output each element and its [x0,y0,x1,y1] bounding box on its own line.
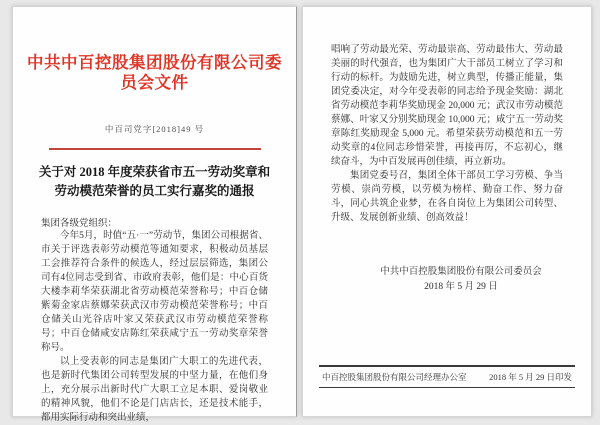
document-number: 中百司党字[2018]49 号 [104,123,205,134]
signature-block [361,265,561,295]
document-page-1 [12,6,297,424]
document-header: 中共中百控股集团股份有限公司委员会文件 [27,53,282,92]
header-divider [49,148,261,150]
signature-organization: 中共中百控股集团股份有限公司委员会 [380,267,542,277]
document-footer [319,365,575,388]
body-paragraph: 唱响了劳动最光荣、劳动最崇高、劳动最伟大、劳动最美丽的时代强音，也为集团广大干部员工树立了学习和行动的标杆。为鼓励先进，树立典型，传播正能量，集团党委决定，对今年受表彰的同志给予现金奖励：湖北省劳动模范李莉华奖励现金 20,000 元；武汉市劳动模范蔡娜、叶家又分别奖励现金 10,000 元；咸宁五一劳动奖章陈红奖励现金 5,000 元。希望荣获劳动模范和五一劳动奖章的4位同志珍惜荣誉，再接再厉，不忘初心，继续奋斗，为中百发展再创佳绩，再立新功。 [331,45,563,167]
page-2-body [303,7,591,295]
document-page-2 [302,6,592,417]
document-title-line1: 关于对 2018 年度荣获省市五一劳动奖章和 [38,164,271,179]
body-paragraph: 今年5月，时值“五·一”劳动节，集团公司根据省、市关于评选表彰劳动模范等通知要求，积极动员基层工会推荐符合条件的候选人，经过层层筛选，集团公司有4位同志受到省、市政府表彰，他们是：中心百货大楼李莉华荣获湖北省劳动模范荣誉称号；中百仓储紫菊金家店蔡娜荣获武汉市劳动模范荣誉称号；中百仓储关山光谷店叶家又荣获武汉市劳动模范荣誉称号；中百仓储咸安店陈红荣获咸宁五一劳动奖章荣誉称号。 [41,231,268,354]
footer-office: 中百控股集团股份有限公司经理办公室 [322,372,467,382]
signature-date: 2018 年 5 月 29 日 [424,282,498,292]
salutation: 集团各级党组织： [41,219,118,230]
document-title [35,163,274,202]
document-title-line2: 劳动模范荣誉的员工实行嘉奖的通报 [54,183,255,198]
footer-issue-date: 2018 年 5 月 29 日印发 [489,372,572,382]
body-paragraph: 以上受表彰的同志是集团广大职工的先进代表，也是新时代集团公司转型发展的中坚力量，在他们身上，充分展示出新时代广大职工立足本职、爱岗敬业的精神风貌，他们不论是门店店长，还是技术能手，都用实际行动和突出业绩， [41,357,268,424]
body-paragraph: 集团党委号召，集团全体干部员工学习劳模、争当劳模、崇尚劳模，以劳模为榜样、勤奋工作、努力奋斗，同心共筑企业梦，在各自岗位上为集团公司转型、升级、发展创新业绩、创高效益！ [331,171,563,223]
